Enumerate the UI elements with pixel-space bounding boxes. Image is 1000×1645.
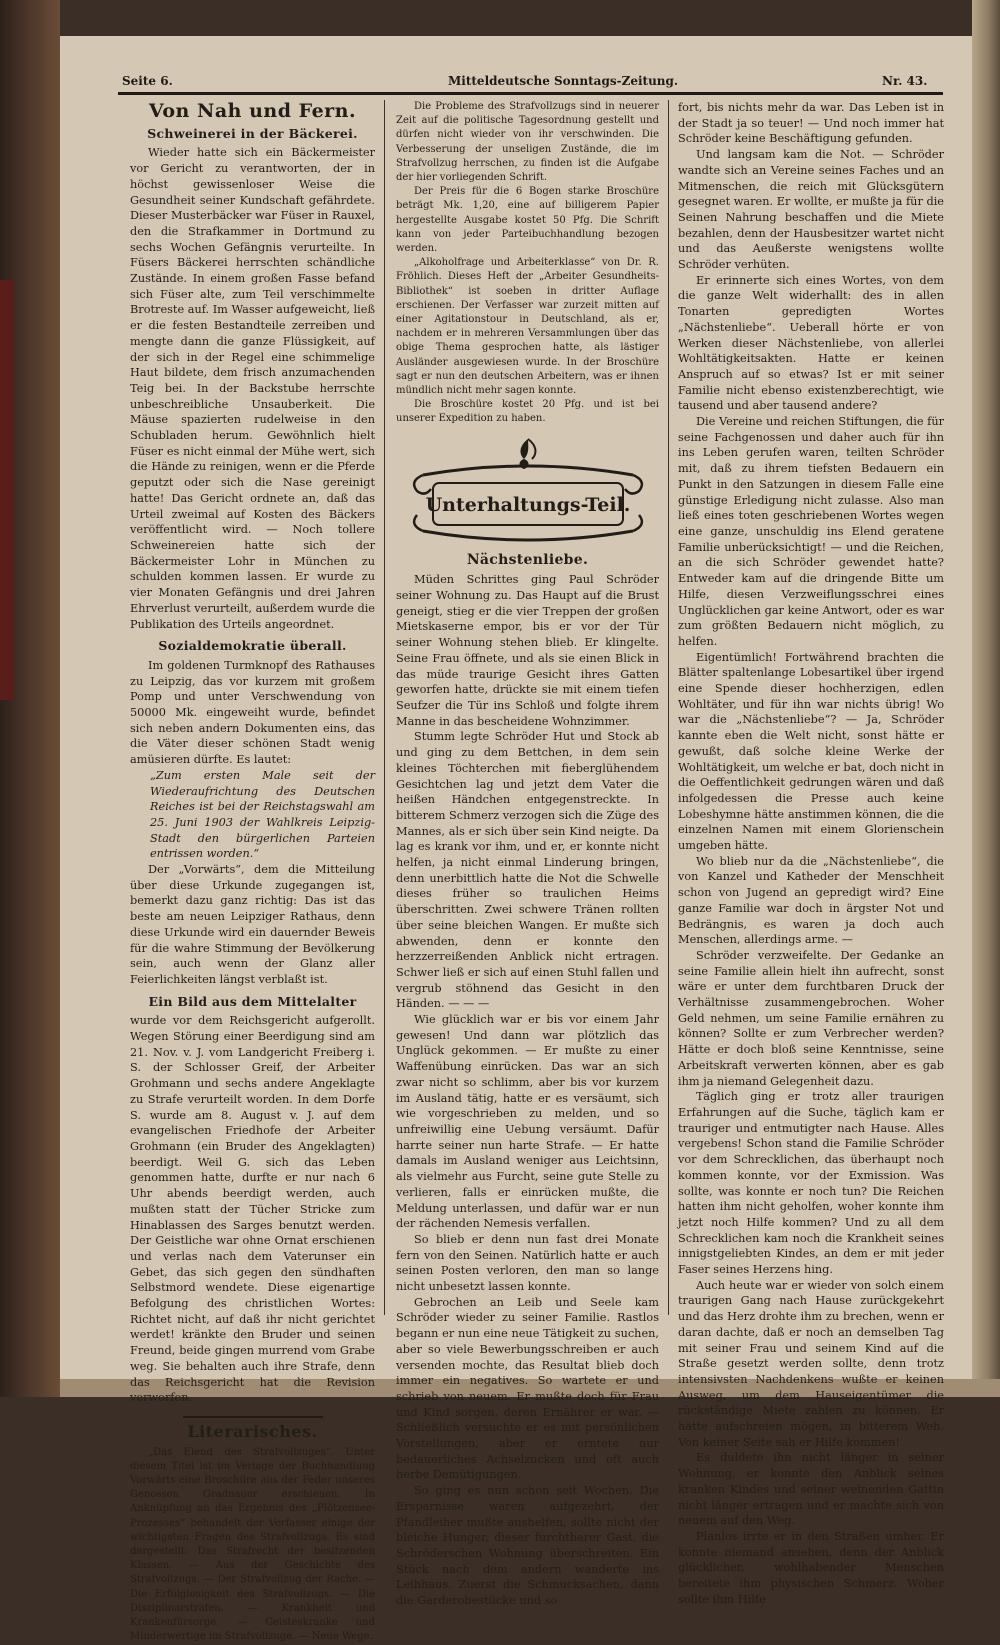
newspaper-name: Mitteldeutsche Sonntags-Zeitung. <box>448 74 679 88</box>
article-2-quote: „Zum ersten Male seit der Wiederaufrichtung des Deutschen Reiches ist bei der Reichstagswahl am 25. Juni 1903 der Wahlkreis Leipzig-Stadt den bürgerlichen Parteien entrissen worden.“ <box>150 768 375 861</box>
article-3-text: wurde vor dem Reichsgericht aufgerollt. Wegen Störung einer Beerdigung sind am 21. Nov. v. J. vom Landgericht Freiberg i. S. der Schlosser Greif, der Arbeiter Grohmann und sechs andere Angeklagte zu Strafe verurteilt worden. In dem Dorfe S. wurde am 8. August v. J. auf dem evangelischen Friedhofe der Arbeiter Grohmann (ein Bruder des Angeklagten) beerdigt. Weil G. sich das Leben genommen hatte, durfte er nur nach 6 Uhr abends beerdigt werden, auch mußten statt der Tücher Stricke zum Hinablassen des Sarges benutzt werden. Der Geistliche war ohne Ornat erschienen und verlas nach dem Vaterunser ein Gebet, das sich gegen den sündhaften Selbstmord wendete. Diese eigenartige Befolgung des christlichen Wortes: Richtet nicht, auf daß ihr nicht gerichtet werdet! kränkte den Bruder und seinen Freund, beide gingen murrend vom Grabe weg. Sie behalten auch ihre Strafe, denn das Reichsgericht hat die Revision verworfen. <box>130 1014 375 1405</box>
literary-title: Literarisches. <box>187 1421 318 1441</box>
story-paragraph-4: So blieb er denn nun fast drei Monate fern von den Seinen. Natürlich hatte er auch seinen Posten verloren, den man so lange nicht unbesetzt lassen konnte. <box>396 1232 659 1294</box>
story-cont-2: Und langsam kam die Not. — Schröder wandte sich an Vereine seines Faches und an Mitmenschen, die reich mit Glücksgütern gesegnet waren. Er wollte, er mußte ja für die Seinen Nahrung beschaffen und die Miete bezahlen, denn der Hausbesitzer wartet nicht und das Aeußerste wenigstens wollte Schröder verhüten. <box>678 148 944 272</box>
section-rule <box>183 1416 323 1418</box>
story-paragraph-5: Gebrochen an Leib und Seele kam Schröder wieder zu seiner Familie. Rastlos begann er nun eine neue Tätigkeit zu suchen, aber so viele Bewerbungsschreiben er auch versenden mochte, das Resultat blieb doch immer ein negatives. So wartete er und schrieb von neuem. Er mußte doch für Frau und Kind sorgen, deren Ernährer er war. — Schließlich versuchte er es mit persönlichen Vorstellungen, aber er erntete nur bedauerliches Achselzucken und oft auch herbe Demütigungen. <box>396 1295 659 1482</box>
article-1-text: Wieder hatte sich ein Bäckermeister vor Gericht zu verantworten, der in höchst gewissenloser Weise die Gesundheit seiner Kundschaft gefährdete. Dieser Musterbäcker war Füser in Rauxel, den die Strafkammer in Dortmund zu sechs Wochen Gefängnis verurteilte. In Füsers Bäckerei herrschten schändliche Zustände. In einem großen Fasse befand sich Füser alte, zum Teil verschimmelte Brotreste auf. Im Wasser aufgeweicht, ließ er die festen Bestandteile zerreiben und mengte dann die ganze Flüssigkeit, auf der sich in der Regel eine schimmelige Haut bildete, dem frisch anzumachenden Teig bei. In der Backstube herrschte unbeschreibliche Unsauberkeit. Die Mäuse spazierten rudelweise in den Schubladen herum. Gewöhnlich hielt Füser es nicht einmal der Mühe wert, sich die Hände zu reinigen, wenn er die Pferde geputzt oder sich die Nase gereinigt hatte! Das Gericht ordnete an, daß das Urteil zweimal auf Kosten des Bäckers veröffentlicht wird. — Noch tollere Schweinereien hatte sich der Bäckermeister Lohr in München zu schulden kommen lassen. Er wurde zu vier Monaten Gefängnis und drei Jahren Ehrverlust verurteilt, außerdem wurde die Publikation des Urteils angeordnet. <box>130 146 375 631</box>
column-1 <box>130 100 375 1645</box>
story-cont-3: Er erinnerte sich eines Wortes, von dem die ganze Welt widerhallt: des in allen Tonarten gepredigten Wortes „Nächstenliebe“. Ueberall hörte er von Werken dieser Nächstenliebe, von allerlei Wohltätigkeitsakten. Hatte er keinen Anspruch auf so etwas? Ist er mit seiner Familie nicht ebenso existenzberechtigt, wie tausend und aber tausend andere? <box>678 273 944 413</box>
story-cont-8: Täglich ging er trotz aller traurigen Erfahrungen auf die Suche, täglich kam er trauriger und entmutigter nach Hause. Alles vergebens! Schon stand die Familie Schröder vor dem Schrecklichen, das überhaupt noch kommen konnte, vor der Exmission. Was sollte, was konnte er noch tun? Die Reichen hatten ihm nicht geholfen, woher konnte ihm jetzt noch Hilfe kommen? Und zu all dem Schrecklichen kam noch die Krankheit seines innigstgeliebten Kindes, an dem er mit jeder Faser seines Herzens hing. <box>678 1090 944 1277</box>
article-heading-3: Ein Bild aus dem Mittelalter <box>148 993 357 1009</box>
literary-text: „Das Elend des Strafvollzuges“. Unter diesem Titel ist im Verlage der Buchhandlung Vorwärts eine Broschüre aus der Feder unseres Genossen Gradnauer erschienen. In Anknüpfung an das Ergebnis des „Plötzensee-Prozesses“ behandelt der Verfasser einige der wichtigsten Fragen des Strafvollzugs. Es sind dargestellt: Das Strafrecht der besitzenden Klassen. — Aus der Geschichte des Strafvollzugs. — Der Strafvollzug der Rache. — Die Erfolglosigkeit des Strafvollzugs. — Die Disziplinarstrafen. — Krankheit und Krankenfürsorge. — Geisteskranke und Minderwertige im Strafvollzuge. — Neue Wege. <box>130 1446 375 1643</box>
article-heading-1: Schweinerei in der Bäckerei. <box>147 125 358 141</box>
story-paragraph-1: Müden Schrittes ging Paul Schröder seiner Wohnung zu. Das Haupt auf die Brust geneigt, stieg er die vier Treppen der großen Mietskaserne empor, bis er vor der Tür seiner Wohnung stehen blieb. Er klingelte. Seine Frau öffnete, und als sie einen Blick in das müde traurige Gesicht ihres Gatten geworfen hatte, drückte sie mit einem tiefen Seufzer die Tür ins Schloß und folgte ihrem Manne in das bescheidene Wohnzimmer. <box>396 573 659 728</box>
binding-red-strip <box>0 280 14 700</box>
story-paragraph-6: So ging es nun schon seit Wochen. Die Ersparnisse waren aufgezehrt, der Pfandleiher mußte aushelfen, sollte nicht der bleiche Hunger, dieser furchtbarer Gast, die Schröderschen Wohnung überschreiten. Ein Stück nach dem andern wanderte ins Leihhaus. Zuerst die Schmucksachen, dann die Garderobestücke und so <box>396 1484 659 1608</box>
article-2-text: Im goldenen Turmknopf des Rathauses zu Leipzig, das vor kurzem mit großem Pomp und unter Verschwendung von 50000 Mk. eingeweiht wurde, befindet sich neben andern Dokumenten eins, das die Väter dieser schönen Stadt wenig amüsieren dürfte. Es lautet: <box>130 658 375 767</box>
issue-number: Nr. 43. <box>882 74 928 88</box>
literary-cont-3: „Alkoholfrage und Arbeiterklasse“ von Dr. R. Fröhlich. Dieses Heft der „Arbeiter Gesundheits-Bibliothek“ ist soeben in dritter Auflage erschienen. Der Verfasser war zurzeit mitten auf einer Agitationstour in Deutschland, als er, nachdem er in mehreren Versammlungen über das obige Thema gesprochen hatte, als lästiger Ausländer ausgewiesen wurde. In der Broschüre sagt er nun den deutschen Arbeitern, was er ihnen mündlich nicht mehr sagen konnte. <box>396 257 659 397</box>
story-cont-1: fort, bis nichts mehr da war. Das Leben ist in der Stadt ja so teuer! — Und noch immer hat Schröder keine Beschäftigung gefunden. <box>678 101 944 146</box>
story-cont-11: Planlos irrte er in den Straßen umher. Er konnte niemand ansehen, denn der Anblick glücklicher, wohlhabender Menschen bereitete ihm physischen Schmerz. Woher sollte ihm Hilfe <box>678 1529 944 1606</box>
story-cont-5: Eigentümlich! Fortwährend brachten die Blätter spaltenlange Lobesartikel über irgend eine Spende dieser hochherzigen, edlen Wohltäter, und für ihn war nichts übrig! Wo war die „Nächstenliebe“? — Ja, Schröder kannte eben die Welt nicht, sonst hätte er gewußt, daß solche kleine Werke der Wohltätigkeit, um welche er bat, doch nicht in die Oeffentlichkeit gedrungen wären und daß infolgedessen die Presse auch keine Lobeshymne hätte anstimmen können, die die einzelnen Namen mit einem Glorienschein umgeben hätte. <box>678 650 944 853</box>
section-title: Von Nah und Fern. <box>148 100 357 122</box>
entertainment-ornament <box>403 435 653 547</box>
literary-cont-1: Die Probleme des Strafvollzugs sind in neuerer Zeit auf die politische Tagesordnung gestellt und dürfen nicht wieder von ihr verschwinden. Die Verbesserung der unseligen Zustände, die im Strafvollzug herrschen, zu finden ist die Aufgabe der hier vorliegenden Schrift. <box>396 101 659 184</box>
page-stack-edge <box>972 0 1000 1397</box>
story-paragraph-3: Wie glücklich war er bis vor einem Jahr gewesen! Und dann war plötzlich das Unglück gekommen. — Er mußte zu einer Waffenübung einrücken. Das war an sich zwar nicht so schlimm, aber bis vor kurzem im Ausland tätig, hatte er es versäumt, sich wie vorgeschrieben zu melden, und so unfreiwillig eine Uebung versäumt. Dafür harrte seiner nun harte Strafe. — Er hatte damals im Ausland weniger aus Leichtsinn, als vielmehr aus Furcht, seine gute Stelle zu verlieren, falls er einrücken mußte, die Meldung unterlassen, und dafür war er nun der rächenden Nemesis verfallen. <box>396 1013 659 1231</box>
column-2 <box>396 100 659 1609</box>
literary-cont-2: Der Preis für die 6 Bogen starke Broschüre beträgt Mk. 1,20, eine auf billigerem Papier hergestellte Ausgabe kostet 50 Pfg. Die Schrift kann von jeder Parteibuchhandlung bezogen werden. <box>396 186 659 255</box>
column-divider-2 <box>668 100 669 1315</box>
story-title: Nächstenliebe. <box>466 551 589 568</box>
newspaper-page <box>60 36 972 1643</box>
story-paragraph-2: Stumm legte Schröder Hut und Stock ab und ging zu dem Bettchen, in dem sein kleines Töchterchen mit fieberglühendem Gesichtchen lag und jetzt dem Vater die heißen Händchen entgegenstreckte. In bitterem Schmerz verzogen sich die Züge des Mannes, als er sich über sein Kind neigte. Da lag es krank vor ihm, und er, er konnte nicht helfen, ja nicht einmal Linderung bringen, denn unerbittlich hatte die Not die Schwelle dieses früher so traulichen Heims überschritten. Zwei schwere Tränen rollten über seine bleichen Wangen. Er mußte sich abwenden, denn er konnte den herzzerreißenden Anblick nicht ertragen. Schwer ließ er sich auf einen Stuhl fallen und vergrub stöhnend das Gesicht in den Händen. — — — <box>396 730 659 1011</box>
story-cont-7: Schröder verzweifelte. Der Gedanke an seine Familie allein hielt ihn aufrecht, sonst wäre er unter dem furchtbaren Druck der Verhältnisse zusammengebrochen. Woher Geld nehmen, um seine Familie ernähren zu können? Sollte er zum Verbrecher werden? Hätte er doch bloß seine Kenntnisse, seine Arbeitskraft verwerten können, aber es gab ihm ja niemand Gelegenheit dazu. <box>678 948 944 1088</box>
page-number: Seite 6. <box>122 74 173 88</box>
header-rule <box>118 92 943 95</box>
entertainment-title: Unterhaltungs-Teil. <box>425 493 630 516</box>
story-cont-4: Die Vereine und reichen Stiftungen, die für seine Fachgenossen und daher auch für ihn ins Leben gerufen waren, teilten Schröder mit, daß zu ihrem tiefsten Bedauern ein Punkt in den Satzungen in diesem Falle eine günstige Erledigung nicht zulasse. Also man ließ eines toten geschriebenen Wortes wegen eine ganze, unschuldig ins Elend geratene Familie unberücksichtigt! — und die Reichen, an die sich Schröder gewendet hatte? Entweder kam auf die dringende Bitte um Hilfe, diesen Verzweiflungsschrei eines Unglücklichen gar keine Antwort, oder es war zum größten Bedauern nicht möglich, zu helfen. <box>678 415 944 648</box>
story-cont-6: Wo blieb nur da die „Nächstenliebe“, die von Kanzel und Katheder der Menschheit schon von Jugend an gepredigt wird? Eine ganze Familie war doch in ärgster Not und Bedrängnis, es waren ja doch auch Menschen, allerdings arme. — <box>678 854 944 947</box>
story-cont-9: Auch heute war er wieder von solch einem traurigen Gang nach Hause zurückgekehrt und das Herz drohte ihm zu brechen, wenn er daran dachte, daß er noch an demselben Tag mit seiner Frau und seinem Kind auf die Straße gesetzt werden sollte, denn trotz intensivsten Nachdenkens wußte er keinen Ausweg, um dem Hauseigentümer die rückständige Miete zahlen zu können. Er hätte aufschreien mögen, in bitterem Weh. Von keiner Seite sah er Hilfe kommen! <box>678 1278 944 1449</box>
column-3 <box>678 100 944 1608</box>
article-2-after: Der „Vorwärts“, dem die Mitteilung über diese Urkunde zugegangen ist, bemerkt dazu ganz richtig: Das ist das beste am neuen Leipziger Rathaus, denn diese Urkunde wird ein dauernder Beweis für die wahre Stimmung der Bevölkerung sein, auch wenn der Glanz aller Feierlichkeiten längst verblaßt ist. <box>130 863 375 986</box>
story-cont-10: Es duldete ihn nicht länger in seiner Wohnung, er konnte den Anblick seines kranken Kindes und seiner weinenden Gattin nicht länger ertragen und er machte sich von neuem auf den Weg. <box>678 1451 944 1528</box>
literary-cont-4: Die Broschüre kostet 20 Pfg. und ist bei unserer Expedition zu haben. <box>396 399 659 425</box>
column-divider-1 <box>384 100 385 1315</box>
article-heading-2: Sozialdemokratie überall. <box>158 638 347 654</box>
